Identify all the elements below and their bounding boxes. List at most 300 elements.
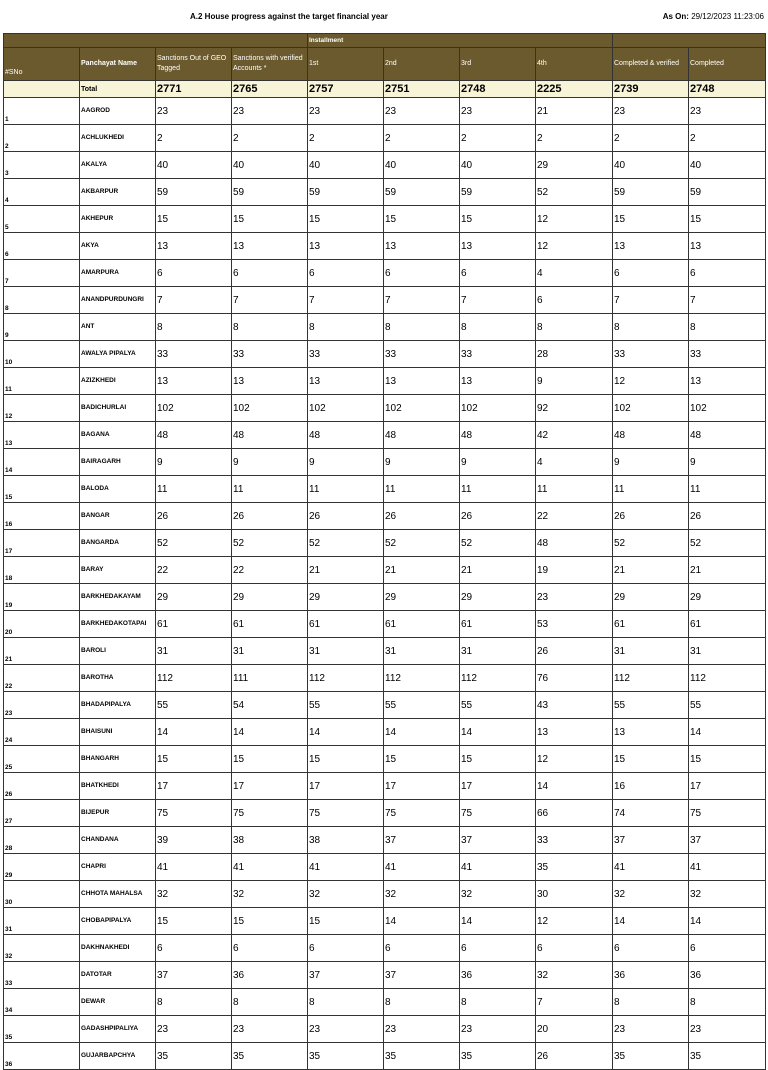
row-value-cell: 32: [232, 881, 308, 908]
row-value-cell: 14: [308, 719, 384, 746]
row-value-cell: 48: [689, 422, 766, 449]
row-value-cell: 29: [232, 584, 308, 611]
row-panchayat-name: CHOBAPIPALYA: [80, 908, 156, 935]
row-value-cell: 13: [613, 233, 689, 260]
row-sno: 2: [4, 125, 80, 152]
row-value-cell: 14: [156, 719, 232, 746]
row-panchayat-name: CHANDANA: [80, 827, 156, 854]
row-value-cell: 38: [232, 827, 308, 854]
row-value-cell: 59: [156, 179, 232, 206]
row-value-cell: 9: [536, 368, 613, 395]
row-value-cell: 11: [689, 476, 766, 503]
row-value-cell: 13: [384, 368, 460, 395]
row-value-cell: 26: [536, 1043, 613, 1070]
as-on-label: As On:: [662, 12, 689, 21]
row-value-cell: 8: [232, 989, 308, 1016]
row-value-cell: 74: [613, 800, 689, 827]
row-panchayat-name: ANANDPURDUNGRI: [80, 287, 156, 314]
total-cell: 2739: [613, 81, 689, 98]
table-row: [4, 1043, 766, 1070]
row-value-cell: 31: [156, 638, 232, 665]
row-value-cell: 2: [460, 125, 536, 152]
row-value-cell: 32: [613, 881, 689, 908]
row-value-cell: 6: [156, 260, 232, 287]
table-row: [4, 530, 766, 557]
row-value-cell: 75: [156, 800, 232, 827]
row-value-cell: 14: [460, 908, 536, 935]
row-value-cell: 26: [308, 503, 384, 530]
row-value-cell: 6: [232, 260, 308, 287]
row-value-cell: 31: [613, 638, 689, 665]
row-panchayat-name: BAGANA: [80, 422, 156, 449]
row-value-cell: 102: [613, 395, 689, 422]
row-panchayat-name: BAROLI: [80, 638, 156, 665]
row-value-cell: 35: [384, 1043, 460, 1070]
table-row: [4, 206, 766, 233]
row-value-cell: 8: [460, 989, 536, 1016]
row-value-cell: 15: [156, 746, 232, 773]
row-value-cell: 17: [156, 773, 232, 800]
row-value-cell: 35: [460, 1043, 536, 1070]
row-value-cell: 6: [156, 935, 232, 962]
row-value-cell: 29: [460, 584, 536, 611]
row-sno: 21: [4, 638, 80, 665]
row-value-cell: 75: [460, 800, 536, 827]
row-panchayat-name: AZIZKHEDI: [80, 368, 156, 395]
row-panchayat-name: AKYA: [80, 233, 156, 260]
row-value-cell: 13: [613, 719, 689, 746]
row-value-cell: 23: [689, 98, 766, 125]
row-value-cell: 111: [232, 665, 308, 692]
row-value-cell: 26: [232, 503, 308, 530]
installment-group-header: Installment: [308, 34, 613, 48]
row-value-cell: 8: [232, 314, 308, 341]
row-sno: 33: [4, 962, 80, 989]
row-value-cell: 23: [536, 584, 613, 611]
table-row: [4, 773, 766, 800]
row-panchayat-name: BAROTHA: [80, 665, 156, 692]
row-value-cell: 61: [232, 611, 308, 638]
row-panchayat-name: AKALYA: [80, 152, 156, 179]
row-value-cell: 36: [689, 962, 766, 989]
row-sno: 15: [4, 476, 80, 503]
row-value-cell: 37: [308, 962, 384, 989]
row-value-cell: 14: [384, 908, 460, 935]
row-sno: 31: [4, 908, 80, 935]
row-value-cell: 8: [308, 989, 384, 1016]
row-sno: 11: [4, 368, 80, 395]
row-value-cell: 32: [689, 881, 766, 908]
row-value-cell: 40: [156, 152, 232, 179]
row-panchayat-name: DATOTAR: [80, 962, 156, 989]
row-sno: 3: [4, 152, 80, 179]
row-value-cell: 21: [689, 557, 766, 584]
row-value-cell: 61: [613, 611, 689, 638]
row-value-cell: 13: [689, 368, 766, 395]
row-value-cell: 23: [613, 98, 689, 125]
table-row: [4, 125, 766, 152]
row-value-cell: 13: [460, 233, 536, 260]
row-panchayat-name: BHATKHEDI: [80, 773, 156, 800]
row-value-cell: 9: [613, 449, 689, 476]
row-value-cell: 33: [308, 341, 384, 368]
row-sno: 10: [4, 341, 80, 368]
row-value-cell: 29: [613, 584, 689, 611]
row-value-cell: 23: [308, 1016, 384, 1043]
row-value-cell: 13: [308, 368, 384, 395]
row-value-cell: 59: [232, 179, 308, 206]
col-panchayat-name: Panchayat Name: [80, 48, 156, 81]
table-row: [4, 287, 766, 314]
row-value-cell: 32: [460, 881, 536, 908]
row-value-cell: 15: [308, 746, 384, 773]
col-installment-2nd: 2nd: [384, 48, 460, 81]
total-cell: 2757: [308, 81, 384, 98]
row-value-cell: 52: [156, 530, 232, 557]
row-value-cell: 41: [689, 854, 766, 881]
row-value-cell: 33: [536, 827, 613, 854]
col-completed: Completed: [689, 48, 766, 81]
row-value-cell: 40: [384, 152, 460, 179]
row-value-cell: 14: [232, 719, 308, 746]
row-value-cell: 31: [232, 638, 308, 665]
row-value-cell: 40: [232, 152, 308, 179]
row-value-cell: 48: [232, 422, 308, 449]
row-value-cell: 75: [689, 800, 766, 827]
row-value-cell: 12: [536, 746, 613, 773]
row-value-cell: 14: [613, 908, 689, 935]
row-value-cell: 52: [613, 530, 689, 557]
row-value-cell: 8: [156, 314, 232, 341]
table-row: [4, 908, 766, 935]
row-value-cell: 26: [156, 503, 232, 530]
row-value-cell: 7: [689, 287, 766, 314]
table-row: [4, 719, 766, 746]
row-value-cell: 102: [156, 395, 232, 422]
table-row: [4, 152, 766, 179]
row-value-cell: 13: [232, 233, 308, 260]
row-value-cell: 4: [536, 449, 613, 476]
row-value-cell: 23: [308, 98, 384, 125]
row-value-cell: 9: [689, 449, 766, 476]
row-value-cell: 6: [308, 935, 384, 962]
row-panchayat-name: GUJARBAPCHYA: [80, 1043, 156, 1070]
row-value-cell: 61: [460, 611, 536, 638]
row-value-cell: 31: [384, 638, 460, 665]
row-panchayat-name: AMARPURA: [80, 260, 156, 287]
row-value-cell: 35: [156, 1043, 232, 1070]
row-sno: 14: [4, 449, 80, 476]
row-value-cell: 9: [384, 449, 460, 476]
row-value-cell: 48: [536, 530, 613, 557]
row-value-cell: 6: [232, 935, 308, 962]
row-value-cell: 48: [308, 422, 384, 449]
table-row: [4, 260, 766, 287]
row-value-cell: 35: [613, 1043, 689, 1070]
row-sno: 20: [4, 611, 80, 638]
row-value-cell: 2: [536, 125, 613, 152]
row-value-cell: 17: [384, 773, 460, 800]
row-value-cell: 52: [384, 530, 460, 557]
table-row: [4, 962, 766, 989]
row-value-cell: 2: [232, 125, 308, 152]
row-value-cell: 7: [232, 287, 308, 314]
table-body: [4, 81, 766, 1070]
row-sno: 36: [4, 1043, 80, 1070]
total-cell: 2751: [384, 81, 460, 98]
row-value-cell: 8: [308, 314, 384, 341]
row-sno: 6: [4, 233, 80, 260]
row-panchayat-name: DAKHNAKHEDI: [80, 935, 156, 962]
row-panchayat-name: ANT: [80, 314, 156, 341]
row-sno: 17: [4, 530, 80, 557]
row-value-cell: 2: [384, 125, 460, 152]
row-value-cell: 6: [384, 260, 460, 287]
row-value-cell: 52: [536, 179, 613, 206]
row-value-cell: 11: [460, 476, 536, 503]
row-value-cell: 9: [232, 449, 308, 476]
row-sno: 35: [4, 1016, 80, 1043]
total-cell: 2748: [460, 81, 536, 98]
row-value-cell: 15: [232, 746, 308, 773]
table-row: [4, 314, 766, 341]
row-value-cell: 37: [384, 962, 460, 989]
table-row: [4, 800, 766, 827]
row-sno: 29: [4, 854, 80, 881]
row-value-cell: 61: [308, 611, 384, 638]
row-value-cell: 21: [536, 98, 613, 125]
row-value-cell: 35: [536, 854, 613, 881]
row-value-cell: 11: [384, 476, 460, 503]
row-value-cell: 12: [536, 908, 613, 935]
row-value-cell: 2: [156, 125, 232, 152]
row-value-cell: 37: [460, 827, 536, 854]
total-row: [4, 81, 766, 98]
row-value-cell: 31: [689, 638, 766, 665]
header-spacer-right: [613, 34, 766, 48]
table-row: [4, 935, 766, 962]
row-value-cell: 15: [308, 908, 384, 935]
row-value-cell: 76: [536, 665, 613, 692]
row-value-cell: 38: [308, 827, 384, 854]
as-on-timestamp: [663, 12, 764, 21]
row-value-cell: 6: [689, 260, 766, 287]
row-sno: 25: [4, 746, 80, 773]
row-value-cell: 2: [689, 125, 766, 152]
row-value-cell: 12: [536, 206, 613, 233]
row-sno: 30: [4, 881, 80, 908]
row-panchayat-name: BALODA: [80, 476, 156, 503]
row-sno: 12: [4, 395, 80, 422]
row-value-cell: 6: [689, 935, 766, 962]
row-value-cell: 37: [384, 827, 460, 854]
row-value-cell: 33: [689, 341, 766, 368]
row-value-cell: 4: [536, 260, 613, 287]
row-value-cell: 14: [384, 719, 460, 746]
row-value-cell: 42: [536, 422, 613, 449]
row-value-cell: 66: [536, 800, 613, 827]
row-value-cell: 26: [536, 638, 613, 665]
row-value-cell: 102: [689, 395, 766, 422]
row-value-cell: 75: [232, 800, 308, 827]
row-value-cell: 17: [689, 773, 766, 800]
row-value-cell: 9: [156, 449, 232, 476]
row-value-cell: 6: [308, 260, 384, 287]
col-sno: #SNo: [4, 48, 80, 81]
group-header-row: [4, 34, 766, 48]
total-cell: 2765: [232, 81, 308, 98]
row-value-cell: 14: [460, 719, 536, 746]
row-value-cell: 26: [460, 503, 536, 530]
row-value-cell: 7: [460, 287, 536, 314]
row-sno: 23: [4, 692, 80, 719]
table-row: [4, 827, 766, 854]
row-value-cell: 13: [689, 233, 766, 260]
row-sno: 9: [4, 314, 80, 341]
row-value-cell: 112: [613, 665, 689, 692]
row-value-cell: 17: [460, 773, 536, 800]
row-value-cell: 30: [536, 881, 613, 908]
row-value-cell: 26: [613, 503, 689, 530]
row-value-cell: 55: [613, 692, 689, 719]
row-value-cell: 14: [689, 719, 766, 746]
row-value-cell: 36: [232, 962, 308, 989]
row-value-cell: 8: [689, 314, 766, 341]
table-row: [4, 665, 766, 692]
row-value-cell: 22: [536, 503, 613, 530]
row-value-cell: 6: [613, 935, 689, 962]
row-value-cell: 13: [384, 233, 460, 260]
row-value-cell: 39: [156, 827, 232, 854]
row-value-cell: 15: [460, 746, 536, 773]
table-row: [4, 611, 766, 638]
row-panchayat-name: BHAISUNI: [80, 719, 156, 746]
total-sno: [4, 81, 80, 98]
row-value-cell: 61: [384, 611, 460, 638]
row-value-cell: 33: [384, 341, 460, 368]
row-value-cell: 19: [536, 557, 613, 584]
row-value-cell: 17: [232, 773, 308, 800]
table-row: [4, 989, 766, 1016]
row-value-cell: 23: [156, 98, 232, 125]
row-sno: 7: [4, 260, 80, 287]
row-value-cell: 7: [536, 989, 613, 1016]
row-value-cell: 112: [308, 665, 384, 692]
row-value-cell: 35: [308, 1043, 384, 1070]
row-value-cell: 33: [613, 341, 689, 368]
row-value-cell: 40: [460, 152, 536, 179]
col-completed-verified: Completed & verified: [613, 48, 689, 81]
row-value-cell: 59: [689, 179, 766, 206]
row-value-cell: 48: [460, 422, 536, 449]
row-value-cell: 6: [460, 935, 536, 962]
row-value-cell: 61: [156, 611, 232, 638]
table-row: [4, 692, 766, 719]
row-value-cell: 8: [613, 989, 689, 1016]
row-value-cell: 53: [536, 611, 613, 638]
row-value-cell: 9: [460, 449, 536, 476]
row-panchayat-name: AAGROD: [80, 98, 156, 125]
row-value-cell: 35: [232, 1043, 308, 1070]
row-panchayat-name: AKHEPUR: [80, 206, 156, 233]
row-value-cell: 59: [308, 179, 384, 206]
row-value-cell: 41: [156, 854, 232, 881]
row-value-cell: 22: [232, 557, 308, 584]
row-value-cell: 32: [536, 962, 613, 989]
row-sno: 16: [4, 503, 80, 530]
row-panchayat-name: DEWAR: [80, 989, 156, 1016]
table-row: [4, 233, 766, 260]
row-value-cell: 112: [460, 665, 536, 692]
row-value-cell: 13: [536, 719, 613, 746]
row-value-cell: 14: [689, 908, 766, 935]
row-panchayat-name: BAIRAGARH: [80, 449, 156, 476]
row-value-cell: 54: [232, 692, 308, 719]
row-sno: 32: [4, 935, 80, 962]
row-value-cell: 15: [689, 206, 766, 233]
row-value-cell: 15: [156, 908, 232, 935]
row-value-cell: 15: [384, 206, 460, 233]
col-verified-accounts: Sanctions with verified Accounts *: [232, 48, 308, 81]
row-value-cell: 55: [384, 692, 460, 719]
row-value-cell: 33: [232, 341, 308, 368]
row-value-cell: 8: [460, 314, 536, 341]
row-value-cell: 2: [308, 125, 384, 152]
row-value-cell: 102: [384, 395, 460, 422]
row-value-cell: 52: [232, 530, 308, 557]
row-panchayat-name: BADICHURLAI: [80, 395, 156, 422]
row-panchayat-name: ACHLUKHEDI: [80, 125, 156, 152]
row-value-cell: 37: [689, 827, 766, 854]
row-value-cell: 23: [689, 1016, 766, 1043]
row-value-cell: 31: [460, 638, 536, 665]
as-on-value: 29/12/2023 11:23:06: [691, 12, 764, 21]
row-value-cell: 11: [613, 476, 689, 503]
row-value-cell: 8: [689, 989, 766, 1016]
table-row: [4, 584, 766, 611]
row-sno: 18: [4, 557, 80, 584]
table-row: [4, 422, 766, 449]
row-value-cell: 15: [613, 206, 689, 233]
row-sno: 24: [4, 719, 80, 746]
row-value-cell: 7: [613, 287, 689, 314]
row-value-cell: 15: [460, 206, 536, 233]
row-value-cell: 11: [156, 476, 232, 503]
row-value-cell: 102: [308, 395, 384, 422]
total-cell: 2771: [156, 81, 232, 98]
house-progress-table: [3, 33, 766, 1070]
row-value-cell: 32: [384, 881, 460, 908]
row-value-cell: 13: [156, 368, 232, 395]
row-value-cell: 22: [156, 557, 232, 584]
row-value-cell: 21: [308, 557, 384, 584]
row-value-cell: 12: [536, 233, 613, 260]
total-cell: 2748: [689, 81, 766, 98]
row-value-cell: 23: [384, 98, 460, 125]
row-panchayat-name: CHHOTA MAHALSA: [80, 881, 156, 908]
row-sno: 5: [4, 206, 80, 233]
row-value-cell: 23: [232, 1016, 308, 1043]
col-geo-tagged: Sanctions Out of GEO Tagged: [156, 48, 232, 81]
row-value-cell: 43: [536, 692, 613, 719]
row-value-cell: 33: [460, 341, 536, 368]
row-value-cell: 15: [232, 908, 308, 935]
row-value-cell: 75: [308, 800, 384, 827]
row-value-cell: 11: [536, 476, 613, 503]
row-sno: 22: [4, 665, 80, 692]
report-title: A.2 House progress against the target financial year: [190, 12, 388, 21]
row-value-cell: 33: [156, 341, 232, 368]
